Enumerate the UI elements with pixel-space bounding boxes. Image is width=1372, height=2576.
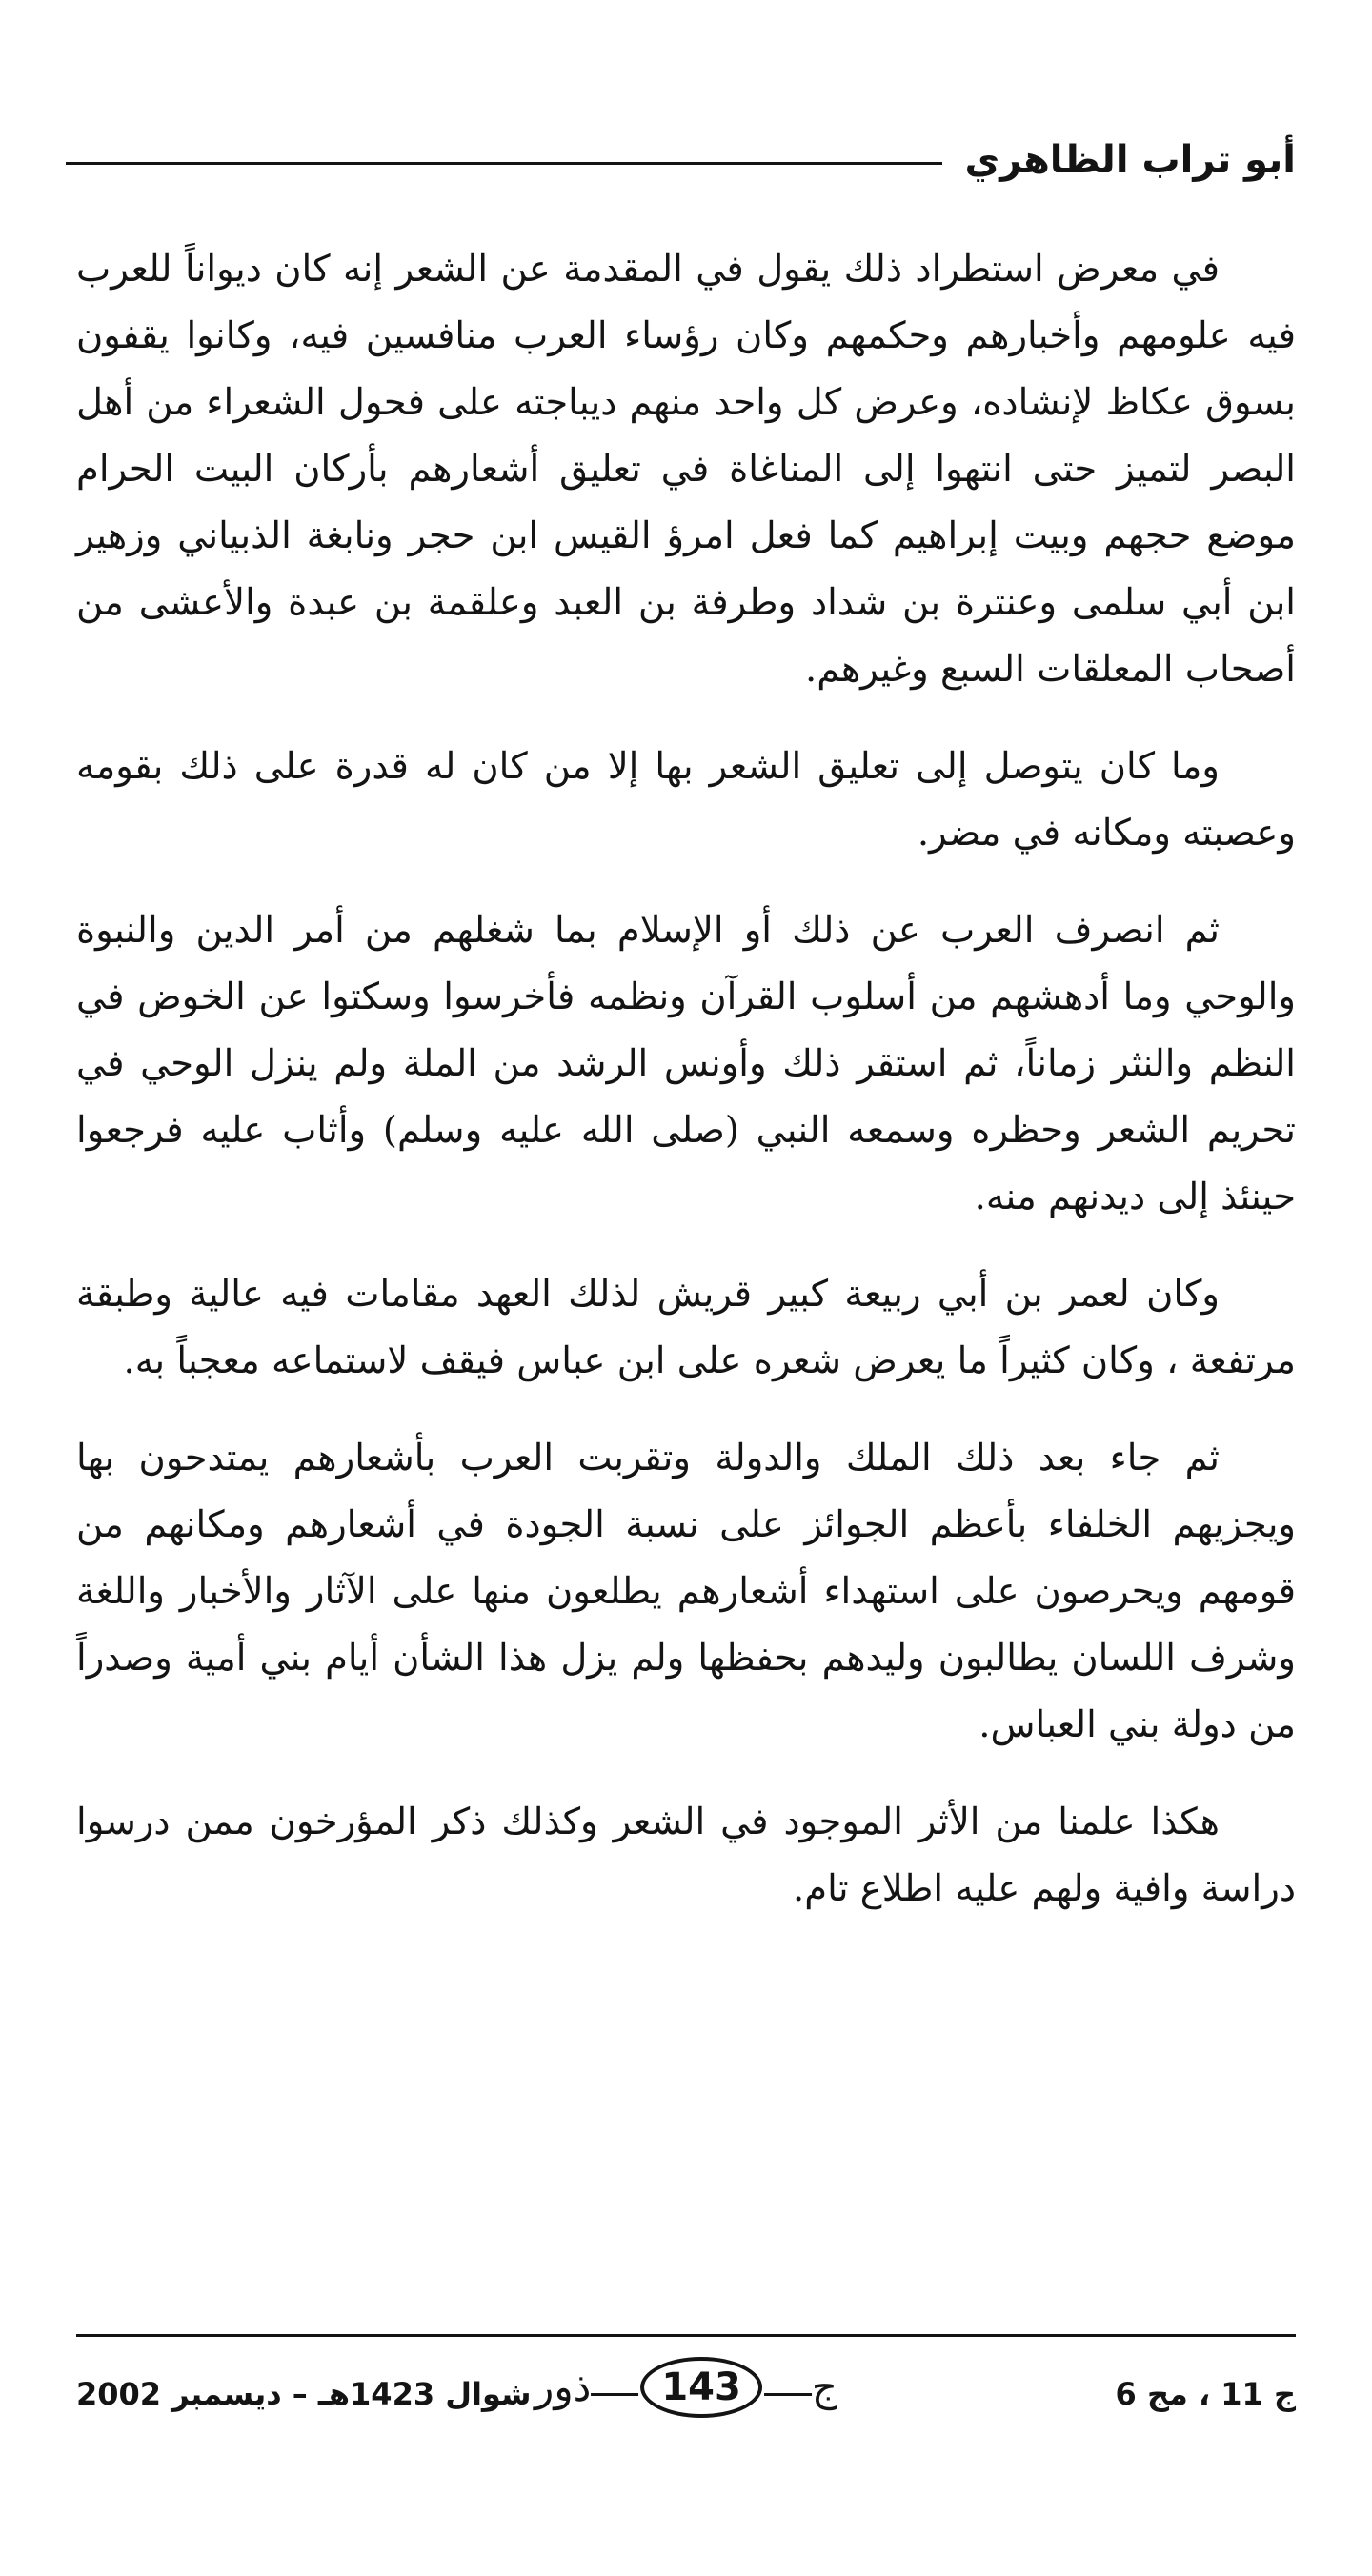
logo-left-letter: ج <box>811 2364 837 2410</box>
running-header <box>76 122 1296 198</box>
issue-date: شوال 1423هـ – ديسمبر 2002 <box>76 2376 532 2412</box>
paragraph: وكان لعمر بن أبي ربيعة كبير قريش لذلك العهد مقامات فيه عالية وطبقة مرتفعة ، وكان كثيراً ما يعرض شعره على ابن عباس فيقف لاستماعه معجباً به. <box>76 1273 1296 1382</box>
header-rule <box>66 162 942 165</box>
issue-volume: ج 11 ، مج 6 <box>1115 2376 1296 2412</box>
paragraph: ثم انصرف العرب عن ذلك أو الإسلام بما شغلهم من أمر الدين والنبوة والوحي وما أدهشهم من أسلوب القرآن ونظمه فأخرسوا وسكتوا عن الخوض في النظم والنثر زماناً، ثم استقر ذلك وأونس الرشد من الملة ولم ينزل الوحي في تحريم الشعر وحظره وسمعه النبي (صلى الله عليه وسلم) وأثاب عليه فرجعوا حينئذ إلى ديدنهم منه. <box>76 909 1296 1218</box>
paragraph: في معرض استطراد ذلك يقول في المقدمة عن الشعر إنه كان ديواناً للعرب فيه علومهم وأخبارهم وحكمهم وكان رؤساء العرب منافسين فيه، وكانوا يقفون بسوق عكاظ لإنشاده، وعرض كل واحد منهم ديباجته على فحول الشعراء من أهل البصر لتميز حتى انتهوا إلى المناغاة في تعليق أشعارهم بأركان البيت الحرام موضع حجهم وبيت إبراهيم كما فعل امرؤ القيس ابن حجر ونابغة الذبياني وزهير ابن أبي سلمى وعنترة بن شداد وطرفة بن العبد وعلقمة بن عبدة والأعشى من أصحاب المعلقات السبع وغيرهم. <box>76 248 1296 691</box>
page-number: 143 <box>640 2357 762 2418</box>
article-body <box>76 236 1296 1953</box>
page-footer <box>76 2349 1296 2464</box>
footer-rule <box>76 2334 1296 2337</box>
logo-connector <box>591 2393 638 2396</box>
paragraph: هكذا علمنا من الأثر الموجود في الشعر وكذلك ذكر المؤرخون ممن درسوا دراسة وافية ولهم عليه اطلاع تام. <box>76 1801 1296 1910</box>
logo-connector <box>764 2393 812 2396</box>
paragraph: ثم جاء بعد ذلك الملك والدولة وتقربت العرب بأشعارهم يمتدحون بها ويجزيهم الخلفاء بأعظم الجوائز على نسبة الجودة في أشعارهم ومكانهم من قومهم ويحرصون على استهداء أشعارهم يطلعون منها على الآثار والأخبار واللغة وشرف اللسان يطالبون وليدهم بحفظها ولم يزل هذا الشأن أيام بني أمية وصدراً من دولة بني العباس. <box>76 1437 1296 1746</box>
logo-right-word: ذور <box>535 2364 592 2410</box>
paragraph: وما كان يتوصل إلى تعليق الشعر بها إلا من كان له قدرة على ذلك بقومه وعصبته ومكانه في مضر. <box>76 745 1296 855</box>
author-name: أبو تراب الظاهري <box>964 138 1296 182</box>
journal-logo <box>535 2357 837 2418</box>
